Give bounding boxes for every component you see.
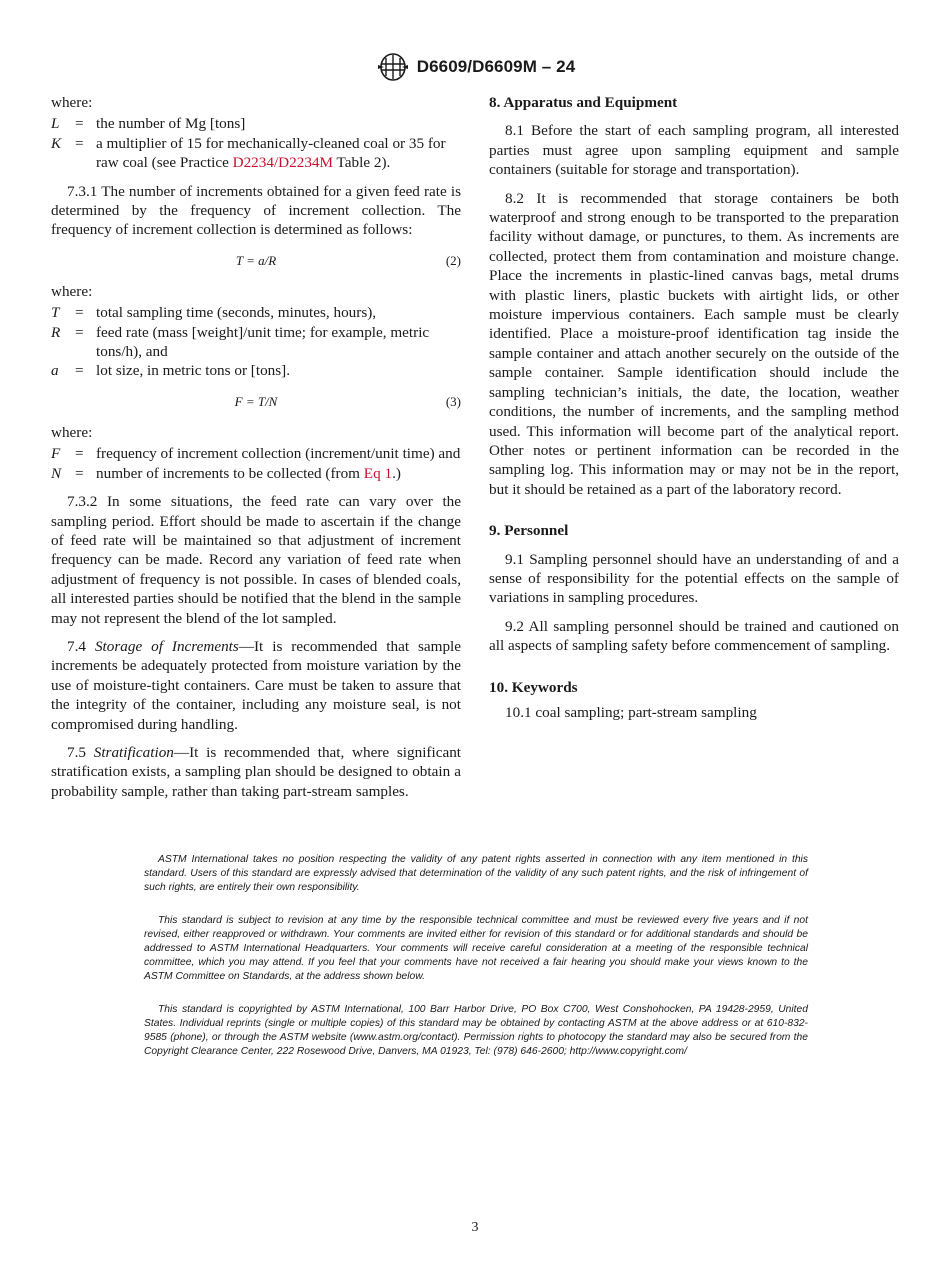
practice-link[interactable]: D2234/D2234M xyxy=(232,154,334,172)
equation-link[interactable]: Eq 1 xyxy=(363,464,393,482)
definition-text: frequency of increment collection (increment/unit time) and xyxy=(96,445,461,463)
section-title-10: 10. Keywords xyxy=(489,678,578,696)
symbol: a xyxy=(51,362,59,380)
equation-number: (3) xyxy=(445,393,461,409)
equation-2 xyxy=(51,251,461,273)
paragraph-title: Stratification xyxy=(93,743,174,761)
definition-row xyxy=(51,134,461,173)
paragraph-7-4 xyxy=(51,637,461,734)
paragraph-title: Storage of Increments xyxy=(94,637,239,655)
symbol: T xyxy=(51,304,60,322)
definition-row xyxy=(51,323,461,362)
equals-sign: = xyxy=(75,134,84,152)
definition-text xyxy=(96,464,461,483)
definition-text xyxy=(96,134,461,173)
definition-text-part: Table 2). xyxy=(333,154,391,172)
paragraph-10-1: 10.1 coal sampling; part-stream sampling xyxy=(505,703,757,721)
equals-sign: = xyxy=(75,445,84,463)
definition-list-3 xyxy=(51,444,461,483)
definition-list-1 xyxy=(51,114,461,172)
definition-text-part: number of increments to be collected (from xyxy=(96,464,364,482)
paragraph-number: 7.5 xyxy=(67,743,94,761)
symbol: R xyxy=(51,323,61,341)
standard-designation: D6609/D6609M – 24 xyxy=(416,57,576,76)
equals-sign: = xyxy=(75,115,84,133)
symbol: K xyxy=(51,134,62,152)
equation-number: (2) xyxy=(445,252,461,268)
definition-row xyxy=(51,303,461,322)
paragraph-7-3-1: 7.3.1 The number of increments obtained for a given feed rate is determined by the frequency of increment collection. The frequency of increment collection is determined as follows: xyxy=(51,182,461,239)
copyright-notice: This standard is copyrighted by ASTM International, 100 Barr Harbor Drive, PO Box C700, West Conshohocken, PA 19428-2959, United States. Individual reprints (single or multiple copies) of this standard may be obtained by contacting ASTM at the above address or at 610-832-9585 (phone), or through the ASTM website (www.astm.org/contact). Permission rights to photocopy the standard may also be secured from the Copyright Clearance Center, 222 Rosewood Drive, Danvers, MA 01923, Tel: (978) 646-2600; http://www.copyright.com/ xyxy=(144,1004,808,1057)
where-label: where: xyxy=(51,282,93,300)
legal-notices xyxy=(144,853,808,1078)
paragraph-8-1: 8.1 Before the start of each sampling program, all interested parties must agree upon sampling equipment and sample containers (suitable for storage and transportation). xyxy=(489,122,899,179)
definition-row xyxy=(51,444,461,463)
definition-row xyxy=(51,114,461,133)
section-title-8: 8. Apparatus and Equipment xyxy=(489,94,678,111)
definition-row xyxy=(51,361,461,380)
page-number: 3 xyxy=(471,1220,479,1235)
equals-sign: = xyxy=(75,464,84,482)
patent-notice: ASTM International takes no position respecting the validity of any patent rights asserted in connection with any item mentioned in this standard. Users of this standard are expressly advised that determination of the validity of any such patent rights, and the risk of infringement of such rights, are entirely their own responsibility. xyxy=(144,854,808,893)
definition-row xyxy=(51,464,461,483)
astm-logo-icon xyxy=(375,52,411,82)
paragraph-text: —It is recommended that, where significant stratification exists, a sampling plan should be designed to obtain a probability sample, rather than taking part-stream samples. xyxy=(51,743,462,800)
paragraph-7-3-2: 7.3.2 In some situations, the feed rate can vary over the sampling period. Effort should be made to ascertain if the change of feed rate will be maintained so that adjustment of increment frequency can be made. Record any variation of feed rate when adjustment of frequency is not possible. In cases of blended coals, all interested parties should be notified that the blend in the sample may not represent the blend of the lot sampled. xyxy=(51,493,461,627)
equals-sign: = xyxy=(75,362,84,380)
definition-list-2 xyxy=(51,303,461,381)
section-title-9: 9. Personnel xyxy=(489,522,569,540)
where-label: where: xyxy=(51,423,93,441)
paragraph-9-1: 9.1 Sampling personnel should have an understanding of and a sense of responsibility for the potential effects on the sample of variations in sampling procedures. xyxy=(489,550,899,607)
definition-text-part: .) xyxy=(392,464,401,482)
symbol: L xyxy=(51,115,60,133)
paragraph-text: —It is recommended that sample increments be adequately protected from moisture variation by the use of moisture-tight containers. Care must be taken to assure that the integrity of the container, including any moisture seal, is not compromised during handling. xyxy=(51,637,461,733)
symbol: N xyxy=(51,464,62,482)
paragraph-7-5 xyxy=(51,743,461,801)
paragraph-8-2: 8.2 It is recommended that storage containers be both waterproof and strong enough to be transported to the preparation facility without damage, or punctures, to them. As increments are collected, protect them from contamination and moisture change. Place the increments in plastic-lined canvas bags, metal drums with plastic liners, plastic buckets with airtight lids, or other moisture impervious containers. Each sample must be clearly identified. Place a moisture-proof identification tag inside the sample container and attach another securely on the outside of the sample container. Sample identification should include the sampling technician’s initials, the date, the location, weather conditions, the number of increments, and the sampling method used. This information will become part of the analytical report. Other notes or pertinent information can be recorded in the sampling log. This information may or may not be in the report, but it should be retained as a part of the laboratory record. xyxy=(489,189,899,498)
paragraph-9-2: 9.2 All sampling personnel should be trained and cautioned on all aspects of sampling safety before commencement of sampling. xyxy=(489,617,899,655)
equation-3 xyxy=(51,392,461,414)
equals-sign: = xyxy=(75,304,84,322)
equation-formula: F = T/N xyxy=(234,393,278,409)
right-column xyxy=(489,93,899,722)
revision-notice: This standard is subject to revision at any time by the responsible technical committee and must be reviewed every five years and if not revised, either reapproved or withdrawn. Your comments are invited either for revision of this standard or for additional standards and should be addressed to ASTM International Headquarters. Your comments will receive careful consideration at a meeting of the responsible technical committee, which you may attend. If you feel that your comments have not received a fair hearing you should make your views known to the ASTM Committee on Standards, at the address shown below. xyxy=(144,915,808,982)
symbol: F xyxy=(51,445,61,463)
equals-sign: = xyxy=(75,323,84,341)
left-column xyxy=(51,93,461,801)
definition-text-part: a multiplier of 15 for mechanically-cleaned coal or 35 for raw coal (see Practice xyxy=(96,134,446,172)
paragraph-number: 7.4 xyxy=(67,637,95,655)
definition-text: feed rate (mass [weight]/unit time; for example, metric tons/h), and xyxy=(96,323,430,361)
definition-text: the number of Mg [tons] xyxy=(96,115,246,133)
definition-text: lot size, in metric tons or [tons]. xyxy=(96,362,291,380)
page-header xyxy=(0,52,950,87)
definition-text: total sampling time (seconds, minutes, hours), xyxy=(96,304,377,322)
equation-formula: T = a/R xyxy=(235,252,277,268)
where-label: where: xyxy=(51,94,93,111)
